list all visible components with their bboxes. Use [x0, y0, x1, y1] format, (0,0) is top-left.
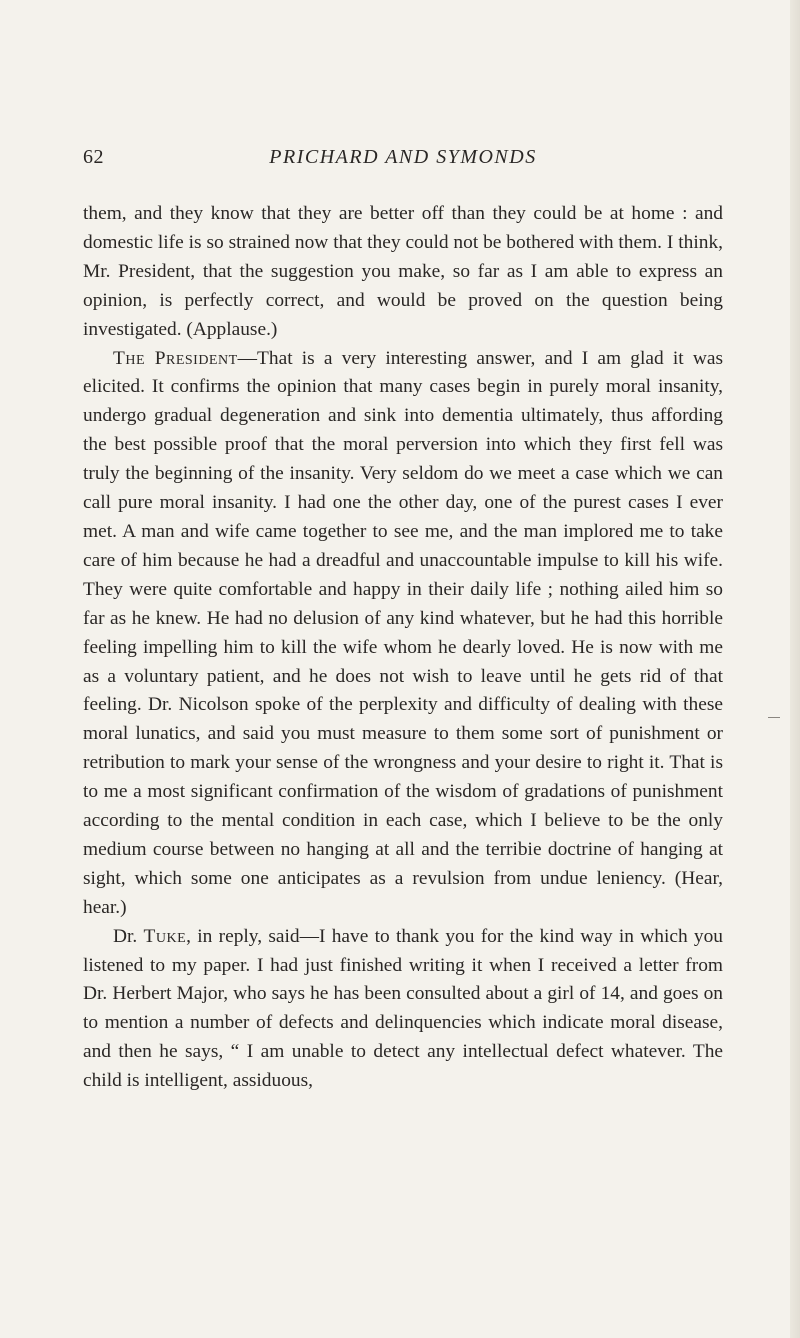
page-edge-shadow: [790, 0, 800, 1338]
body-text: [83, 200, 723, 1096]
paragraph-text: , in reply, said—I have to thank you for the kind way in which you listened to my paper. I had just finished writing it when I received a letter from Dr. Herbert Major, who says he has been consulted about a girl of 14, and goes on to mention a number of defects and delinquencies which indicate moral disease, and then he says, “ I am unable to detect any intellectual defect whatever. The child is intelligent, assiduous,: [83, 925, 724, 1092]
speaker-name: Tuke: [143, 925, 187, 947]
page-number: 62: [83, 146, 104, 168]
running-title: PRICHARD AND SYMONDS: [269, 146, 537, 168]
paragraph-continued: [83, 200, 723, 345]
speaker-prefix: Dr.: [113, 925, 144, 947]
paragraph-tuke: [83, 923, 723, 1096]
paragraph-president: [83, 345, 723, 923]
paragraph-text: them, and they know that they are better off than they could be at home : and domestic life is so strained now that they could not be bothered with them. I think, Mr. President, that the suggestion you make, so far as I am able to express an opinion, is perfectly correct, and would be proved on the question being investigated. (Applause.): [83, 203, 723, 340]
paragraph-text: —That is a very interesting answer, and I am glad it was elicited. It confirms the opinion that many cases begin in purely moral insanity, undergo gradual degeneration and sink into dementia ultimately, thus affording the best possible proof that the moral perversion into which they first fell was truly the beginning of the insanity. Very seldom do we meet a case which we can call pure moral insanity. I had one the other day, one of the purest cases I ever met. A man and wife came together to see me, and the man implored me to take care of him because he had a dreadful and unaccountable impulse to kill his wife. They were quite comfortable and happy in their daily life ; nothing ailed him so far as he knew. He had no delusion of any kind whatever, but he had this horrible feeling impelling him to kill the wife whom he dearly loved. He is now with me as a voluntary patient, and he does not wish to leave until he gets rid of that feeling. Dr. Nicolson spoke of the perplexity and difficulty of dealing with these moral lunatics, and said you must measure to them some sort of punishment or retribution to mark your sense of the wrongness and your desire to right it. That is to me a most significant confirmation of the wisdom of gradations of punishment according to the mental condition in each case, which I believe to be the only medium course between no hanging at all and the terribie doctrine of hanging at sight, which some one anticipates as a revulsion from undue leniency. (Hear, hear.): [83, 347, 723, 918]
speaker-name: The President: [113, 347, 238, 369]
running-header: [83, 146, 723, 176]
margin-mark: [768, 717, 780, 718]
